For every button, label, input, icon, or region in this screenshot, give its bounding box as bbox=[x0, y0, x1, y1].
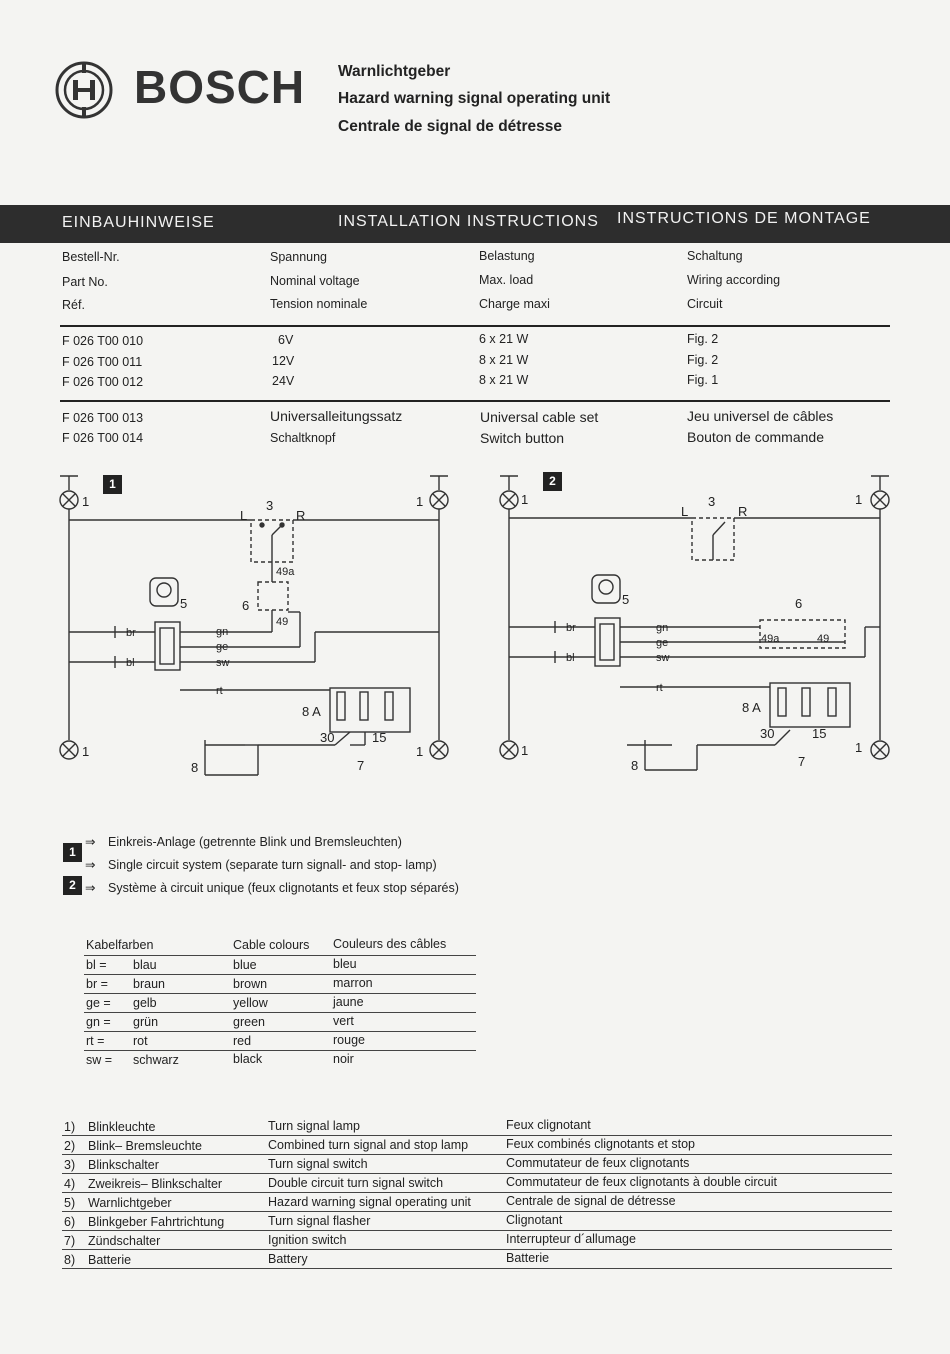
diagram-label: 1 bbox=[82, 494, 90, 509]
item-fr: Commutateur de feux clignotants bbox=[506, 1156, 690, 1170]
diagram-label: 8 bbox=[631, 758, 639, 773]
diagram-label: 6 bbox=[242, 598, 250, 613]
load: 8 x 21 W bbox=[479, 373, 529, 387]
section-fr: INSTRUCTIONS DE MONTAGE bbox=[617, 210, 871, 227]
diagram-label: 8 bbox=[191, 760, 199, 775]
acc-en: Universal cable set bbox=[480, 409, 599, 425]
diagram-label: 15 bbox=[812, 726, 827, 741]
legend-line-en: Single circuit system (separate turn signall- and stop- lamp) bbox=[108, 858, 437, 872]
fig-ref: Fig. 1 bbox=[687, 373, 719, 387]
diagram-label: 30 bbox=[760, 726, 775, 741]
divider bbox=[84, 1050, 476, 1051]
fig2-badge: 2 bbox=[543, 472, 562, 491]
legend-line-fr: Système à circuit unique (feux clignotants et feux stop séparés) bbox=[108, 881, 459, 895]
diagram-label: bl bbox=[566, 652, 575, 664]
acc-fr: Jeu universel de câbles bbox=[687, 408, 834, 424]
item-number: 2) bbox=[64, 1139, 76, 1153]
diagram-label: 49a bbox=[761, 633, 780, 645]
hdr-voltage-de: Spannung bbox=[270, 250, 328, 264]
col-header: Couleurs des câbles bbox=[333, 937, 447, 951]
acc-de: Schaltknopf bbox=[270, 431, 336, 445]
item-number: 1) bbox=[64, 1120, 76, 1134]
color-de: gelb bbox=[133, 996, 157, 1010]
diagram-label: bl bbox=[126, 657, 135, 669]
divider bbox=[62, 1135, 892, 1136]
color-fr: jaune bbox=[333, 995, 364, 1009]
part-number: F 026 T00 010 bbox=[62, 334, 144, 348]
divider bbox=[60, 400, 890, 402]
color-fr: marron bbox=[333, 976, 373, 990]
diagram-label: 30 bbox=[320, 730, 335, 745]
diagram-label: ge bbox=[656, 637, 669, 649]
acc-part: F 026 T00 013 bbox=[62, 411, 144, 425]
item-fr: Commutateur de feux clignotants à double circuit bbox=[506, 1175, 777, 1189]
divider bbox=[84, 1012, 476, 1013]
hdr-wiring-de: Schaltung bbox=[687, 249, 743, 263]
section-en: INSTALLATION INSTRUCTIONS bbox=[338, 213, 599, 230]
divider bbox=[84, 1031, 476, 1032]
color-fr: noir bbox=[333, 1052, 354, 1066]
divider bbox=[62, 1173, 892, 1174]
hdr-part-de: Bestell-Nr. bbox=[62, 250, 120, 264]
color-fr: bleu bbox=[333, 957, 357, 971]
item-de: Blinkgeber Fahrtrichtung bbox=[88, 1215, 225, 1229]
diagram-label: 7 bbox=[357, 758, 365, 773]
item-fr: Feux combinés clignotants et stop bbox=[506, 1137, 695, 1151]
item-number: 5) bbox=[64, 1196, 76, 1210]
diagram-label: gn bbox=[216, 626, 229, 638]
item-fr: Feux clignotant bbox=[506, 1118, 591, 1132]
hdr-voltage-fr: Tension nominale bbox=[270, 297, 368, 311]
diagram-label: rt bbox=[656, 682, 663, 694]
item-en: Turn signal switch bbox=[268, 1157, 368, 1171]
col-header: Cable colours bbox=[233, 938, 310, 952]
diagram-label: sw bbox=[656, 652, 670, 664]
title-fr: Centrale de signal de détresse bbox=[338, 118, 562, 135]
divider bbox=[62, 1211, 892, 1212]
fig-ref: Fig. 2 bbox=[687, 353, 719, 367]
hdr-wiring-en: Wiring according bbox=[687, 273, 781, 287]
item-en: Turn signal flasher bbox=[268, 1214, 371, 1228]
bosch-armature-icon bbox=[54, 60, 114, 120]
item-de: Zündschalter bbox=[88, 1234, 161, 1248]
diagram-label: 7 bbox=[798, 754, 806, 769]
item-number: 8) bbox=[64, 1253, 76, 1267]
diagram-label: br bbox=[126, 627, 136, 639]
diagram-label: 5 bbox=[180, 596, 188, 611]
arrow-icon: ⇒ bbox=[85, 881, 96, 895]
diagram-label: br bbox=[566, 622, 576, 634]
fig1-badge: 1 bbox=[103, 475, 122, 494]
diagram-label: 3 bbox=[266, 498, 274, 513]
color-en: red bbox=[233, 1034, 252, 1048]
color-de: grün bbox=[133, 1015, 159, 1029]
color-en: brown bbox=[233, 977, 268, 991]
item-en: Combined turn signal and stop lamp bbox=[268, 1138, 469, 1152]
diagram-label: sw bbox=[216, 657, 230, 669]
divider bbox=[62, 1249, 892, 1250]
brand-wordmark: BOSCH bbox=[134, 61, 306, 113]
color-fr: rouge bbox=[333, 1033, 365, 1047]
diagram-label: 49 bbox=[817, 633, 830, 645]
item-en: Turn signal lamp bbox=[268, 1119, 360, 1133]
divider bbox=[84, 955, 476, 956]
item-fr: Centrale de signal de détresse bbox=[506, 1194, 676, 1208]
diagram-label: 1 bbox=[521, 743, 529, 758]
hdr-part-fr: Réf. bbox=[62, 298, 85, 312]
title-de: Warnlichtgeber bbox=[338, 63, 451, 80]
hdr-part-en: Part No. bbox=[62, 275, 108, 289]
diagram-label: L bbox=[681, 504, 689, 519]
item-fr: Batterie bbox=[506, 1251, 550, 1265]
voltage: 12V bbox=[272, 354, 295, 368]
divider bbox=[84, 974, 476, 975]
item-en: Ignition switch bbox=[268, 1233, 347, 1247]
divider bbox=[62, 1230, 892, 1231]
diagram-label: 6 bbox=[795, 596, 803, 611]
legend-line-de: Einkreis-Anlage (getrennte Blink und Bremsleuchten) bbox=[108, 835, 402, 849]
part-number: F 026 T00 012 bbox=[62, 375, 144, 389]
color-en: blue bbox=[233, 958, 257, 972]
load: 6 x 21 W bbox=[479, 332, 529, 346]
fig-ref: Fig. 2 bbox=[687, 332, 719, 346]
arrow-icon: ⇒ bbox=[85, 835, 96, 849]
hdr-load-en: Max. load bbox=[479, 273, 534, 287]
color-code: ge = bbox=[86, 996, 111, 1010]
color-de: braun bbox=[133, 977, 165, 991]
item-number: 6) bbox=[64, 1215, 76, 1229]
wiring-diagrams bbox=[0, 460, 950, 790]
divider bbox=[60, 325, 890, 327]
item-de: Blinkschalter bbox=[88, 1158, 159, 1172]
color-code: gn = bbox=[86, 1015, 111, 1029]
title-en: Hazard warning signal operating unit bbox=[338, 90, 611, 107]
item-de: Blinkleuchte bbox=[88, 1120, 156, 1134]
color-de: rot bbox=[133, 1034, 148, 1048]
divider bbox=[62, 1268, 892, 1269]
color-en: black bbox=[233, 1052, 263, 1066]
diagram-label: 1 bbox=[855, 492, 863, 507]
diagram-label: 49a bbox=[276, 566, 295, 578]
hdr-wiring-fr: Circuit bbox=[687, 297, 723, 311]
item-en: Double circuit turn signal switch bbox=[268, 1176, 444, 1190]
hdr-load-fr: Charge maxi bbox=[479, 297, 550, 311]
color-code: rt = bbox=[86, 1034, 105, 1048]
item-fr: Interrupteur d´allumage bbox=[506, 1232, 636, 1246]
item-de: Blink– Bremsleuchte bbox=[88, 1139, 202, 1153]
diagram-label: 1 bbox=[521, 492, 529, 507]
diagram-label: ge bbox=[216, 641, 229, 653]
acc-de: Universalleitungssatz bbox=[270, 408, 403, 424]
acc-en: Switch button bbox=[480, 430, 565, 446]
item-number: 4) bbox=[64, 1177, 76, 1191]
diagram-label: 1 bbox=[416, 494, 424, 509]
hdr-load-de: Belastung bbox=[479, 249, 535, 263]
item-number: 3) bbox=[64, 1158, 76, 1172]
diagram-label: 5 bbox=[622, 592, 630, 607]
color-code: bl = bbox=[86, 958, 107, 972]
diagram-label: gn bbox=[656, 622, 669, 634]
voltage: 24V bbox=[272, 374, 295, 388]
divider bbox=[62, 1154, 892, 1155]
diagram-label: R bbox=[296, 508, 306, 523]
diagram-label: 3 bbox=[708, 494, 716, 509]
item-de: Zweikreis– Blinkschalter bbox=[88, 1177, 223, 1191]
part-number: F 026 T00 011 bbox=[62, 355, 143, 369]
col-header: Kabelfarben bbox=[86, 938, 154, 952]
color-en: yellow bbox=[233, 996, 268, 1010]
acc-part: F 026 T00 014 bbox=[62, 431, 144, 445]
section-bar bbox=[0, 205, 950, 243]
color-de: blau bbox=[133, 958, 157, 972]
diagram-label: 49 bbox=[276, 616, 289, 628]
diagram-label: R bbox=[738, 504, 748, 519]
hdr-voltage-en: Nominal voltage bbox=[270, 274, 360, 288]
diagram-label: 8 A bbox=[742, 700, 761, 715]
item-number: 7) bbox=[64, 1234, 76, 1248]
item-de: Batterie bbox=[88, 1253, 132, 1267]
diagram-label: L bbox=[240, 508, 248, 523]
acc-fr: Bouton de commande bbox=[687, 429, 824, 445]
color-fr: vert bbox=[333, 1014, 354, 1028]
diagram-label: 8 A bbox=[302, 704, 321, 719]
load: 8 x 21 W bbox=[479, 353, 529, 367]
diagram-label: rt bbox=[216, 685, 223, 697]
voltage: 6V bbox=[278, 333, 294, 347]
section-de: EINBAUHINWEISE bbox=[62, 214, 215, 231]
divider bbox=[62, 1192, 892, 1193]
item-en: Battery bbox=[268, 1252, 308, 1266]
legend-badge-1: 1 bbox=[63, 843, 82, 862]
legend-badge-2: 2 bbox=[63, 876, 82, 895]
item-en: Hazard warning signal operating unit bbox=[268, 1195, 471, 1209]
divider bbox=[84, 993, 476, 994]
diagram-label: 1 bbox=[82, 744, 90, 759]
color-code: br = bbox=[86, 977, 108, 991]
color-code: sw = bbox=[86, 1053, 113, 1067]
diagram-label: 1 bbox=[855, 740, 863, 755]
diagram-label: 15 bbox=[372, 730, 387, 745]
arrow-icon: ⇒ bbox=[85, 858, 96, 872]
item-de: Warnlichtgeber bbox=[88, 1196, 172, 1210]
diagram-label: 1 bbox=[416, 744, 424, 759]
bosch-logo bbox=[54, 60, 114, 120]
color-de: schwarz bbox=[133, 1053, 179, 1067]
color-en: green bbox=[233, 1015, 265, 1029]
item-fr: Clignotant bbox=[506, 1213, 563, 1227]
